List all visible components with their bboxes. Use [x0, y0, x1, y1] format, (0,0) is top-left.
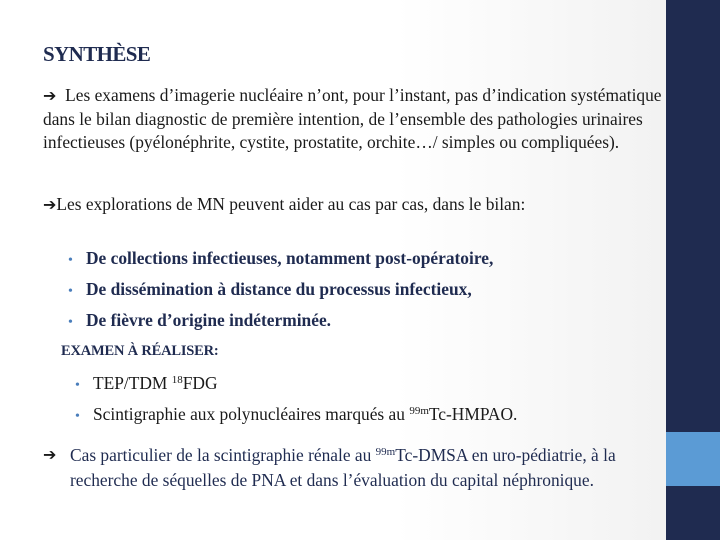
paragraph-explorations-text: Les explorations de MN peuvent aider au cas par cas, dans le bilan: [56, 194, 526, 214]
list-item-text: De collections infectieuses, notamment post-opératoire, [86, 248, 494, 268]
exam-list [75, 369, 517, 431]
bullet-dot-icon: • [75, 378, 80, 393]
arrow-right-icon: ➔ [43, 195, 57, 214]
list-item [75, 400, 517, 431]
special-case-note [43, 443, 643, 492]
list-item-text: De dissémination à distance du processus infectieux, [86, 279, 472, 299]
bullet-dot-icon: • [68, 253, 73, 268]
bilan-list [68, 244, 493, 337]
bullet-dot-icon: • [68, 284, 73, 299]
sidebar-accent-block [666, 432, 720, 486]
list-item [68, 244, 493, 275]
exam-text: Tc-HMPAO. [428, 404, 518, 424]
special-case-text [70, 443, 643, 492]
paragraph-explorations [43, 193, 603, 217]
list-item [68, 275, 493, 306]
paragraph-imaging [43, 84, 668, 155]
isotope-superscript: 99m [375, 446, 396, 458]
isotope-superscript: 18 [171, 374, 183, 386]
list-item [68, 306, 493, 337]
exam-text: Scintigraphie aux polynucléaires marqués au [93, 404, 410, 424]
exam-text: FDG [182, 373, 218, 393]
arrow-right-icon: ➔ [43, 86, 57, 105]
exam-text: TEP/TDM [93, 373, 172, 393]
note-text: Tc-DMSA en uro-pédiatrie, à la recherche de séquelles de PNA et dans l’évaluation du capital néphronique. [70, 445, 616, 490]
slide-title: SYNTHÈSE [43, 42, 151, 66]
exam-heading: EXAMEN À RÉALISER: [61, 343, 219, 359]
list-item [75, 369, 517, 400]
paragraph-imaging-text: Les examens d’imagerie nucléaire n’ont, pour l’instant, pas d’indication systématique dans le bilan diagnostic de première intention, de l’ensemble des pathologies urinaires infectieuses (pyélonéphrite, cystite, prostatite, orchite…/ simples ou compliquées). [43, 85, 662, 152]
isotope-superscript: 99m [409, 405, 429, 417]
bullet-dot-icon: • [68, 315, 73, 330]
bullet-dot-icon: • [75, 409, 80, 424]
note-text: Cas particulier de la scintigraphie rénale au [70, 445, 376, 465]
list-item-text: De fièvre d’origine indéterminée. [86, 310, 332, 330]
arrow-right-icon: ➔ [43, 445, 57, 464]
